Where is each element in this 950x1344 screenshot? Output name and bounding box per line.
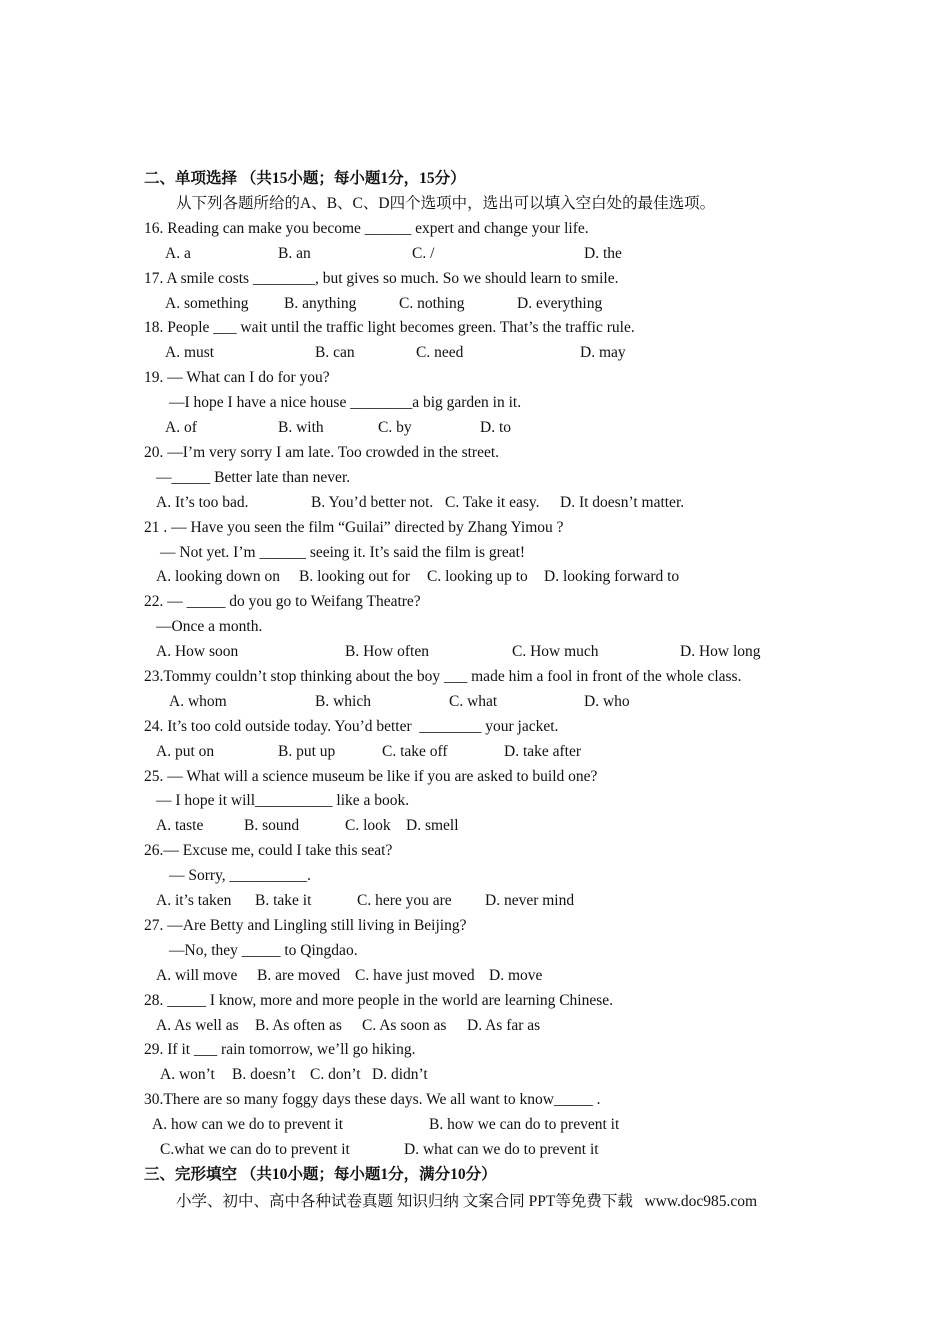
q30-option-b: B. how we can do to prevent it	[429, 1116, 620, 1133]
q27-option-d: D. move	[489, 967, 543, 984]
q20-option-c: C. Take it easy.	[445, 494, 540, 511]
q22-option-b: B. How often	[345, 643, 429, 660]
q20-option-a: A. It’s too bad.	[156, 494, 249, 511]
q22-option-d: D. How long	[680, 643, 761, 660]
q19-dialogue-line: —I hope I have a nice house ________a big garden in it.	[169, 394, 522, 411]
q17-option-d: D. everything	[517, 295, 603, 312]
q25-dialogue-line: — I hope it will__________ like a book.	[156, 792, 410, 809]
question-18-stem: 18. People ___ wait until the traffic light becomes green. That’s the traffic rule.	[144, 319, 635, 336]
q24-option-c: C. take off	[382, 743, 448, 760]
q20-dialogue-line: —_____ Better late than never.	[156, 469, 351, 486]
q19-option-a: A. of	[165, 419, 197, 436]
q18-option-b: B. can	[315, 344, 355, 361]
q25-option-d: D. smell	[406, 817, 459, 834]
q27-option-b: B. are moved	[257, 967, 341, 984]
q30-option-a: A. how can we do to prevent it	[152, 1116, 344, 1133]
q27-dialogue-line: —No, they _____ to Qingdao.	[169, 942, 358, 959]
q29-option-d: D. didn’t	[372, 1066, 428, 1083]
question-19-stem: 19. — What can I do for you?	[144, 369, 330, 386]
q23-option-a: A. whom	[169, 693, 227, 710]
q29-option-a: A. won’t	[160, 1066, 215, 1083]
q19-option-c: C. by	[378, 419, 412, 436]
q16-option-d: D. the	[584, 245, 622, 262]
section-3-heading: 三、完形填空 （共10小题；每小题1分，满分10分）	[144, 1166, 497, 1183]
question-29-stem: 29. If it ___ rain tomorrow, we’ll go hiking.	[144, 1041, 416, 1058]
q22-dialogue-line: —Once a month.	[156, 618, 263, 635]
question-23-stem: 23.Tommy couldn’t stop thinking about the boy ___ made him a fool in front of the whole class.	[144, 668, 742, 685]
question-30-stem: 30.There are so many foggy days these days. We all want to know_____ .	[144, 1091, 601, 1108]
q20-option-d: D. It doesn’t matter.	[560, 494, 685, 511]
q29-option-b: B. doesn’t	[232, 1066, 296, 1083]
section-2-instruction: 从下列各题所给的A、B、C、D四个选项中，选出可以填入空白处的最佳选项。	[176, 195, 716, 212]
q25-option-a: A. taste	[156, 817, 204, 834]
q16-option-b: B. an	[278, 245, 311, 262]
q30-option-d: D. what can we do to prevent it	[404, 1141, 599, 1158]
q25-option-c: C. look	[345, 817, 391, 834]
q22-option-c: C. How much	[512, 643, 599, 660]
q24-option-a: A. put on	[156, 743, 215, 760]
question-25-stem: 25. — What will a science museum be like if you are asked to build one?	[144, 768, 598, 785]
q26-option-b: B. take it	[255, 892, 312, 909]
q17-option-a: A. something	[165, 295, 249, 312]
q24-option-d: D. take after	[504, 743, 582, 760]
q26-option-a: A. it’s taken	[156, 892, 232, 909]
q17-option-b: B. anything	[284, 295, 357, 312]
q26-dialogue-line: — Sorry, __________.	[169, 867, 311, 884]
q18-option-c: C. need	[416, 344, 464, 361]
question-20-stem: 20. —I’m very sorry I am late. Too crowded in the street.	[144, 444, 500, 461]
q21-option-a: A. looking down on	[156, 568, 280, 585]
question-24-stem: 24. It’s too cold outside today. You’d better ________ your jacket.	[144, 718, 559, 735]
question-22-stem: 22. — _____ do you go to Weifang Theatre?	[144, 593, 421, 610]
q21-dialogue-line: — Not yet. I’m ______ seeing it. It’s said the film is great!	[160, 544, 526, 561]
q22-option-a: A. How soon	[156, 643, 239, 660]
q21-option-b: B. looking out for	[299, 568, 411, 585]
q28-option-c: C. As soon as	[362, 1017, 447, 1034]
q16-option-a: A. a	[165, 245, 191, 262]
q26-option-d: D. never mind	[485, 892, 575, 909]
q18-option-d: D. may	[580, 344, 626, 361]
q26-option-c: C. here you are	[357, 892, 452, 909]
q20-option-b: B. You’d better not.	[311, 494, 434, 511]
question-28-stem: 28. _____ I know, more and more people in the world are learning Chinese.	[144, 992, 614, 1009]
q28-option-b: B. As often as	[255, 1017, 342, 1034]
question-17-stem: 17. A smile costs ________, but gives so much. So we should learn to smile.	[144, 270, 619, 287]
q16-option-c: C. /	[412, 245, 435, 262]
q27-option-a: A. will move	[156, 967, 238, 984]
page-footer: 小学、初中、高中各种试卷真题 知识归纳 文案合同 PPT等免费下载 www.doc985.com	[176, 1193, 758, 1210]
q25-option-b: B. sound	[244, 817, 300, 834]
question-16-stem: 16. Reading can make you become ______ expert and change your life.	[144, 220, 589, 237]
question-21-stem: 21 . — Have you seen the film “Guilai” directed by Zhang Yimou ?	[144, 519, 564, 536]
q27-option-c: C. have just moved	[355, 967, 475, 984]
q17-option-c: C. nothing	[399, 295, 465, 312]
q23-option-b: B. which	[315, 693, 371, 710]
q23-option-c: C. what	[449, 693, 498, 710]
q28-option-a: A. As well as	[156, 1017, 239, 1034]
q24-option-b: B. put up	[278, 743, 336, 760]
q29-option-c: C. don’t	[310, 1066, 361, 1083]
q19-option-d: D. to	[480, 419, 511, 436]
question-26-stem: 26.— Excuse me, could I take this seat?	[144, 842, 393, 859]
question-27-stem: 27. —Are Betty and Lingling still living in Beijing?	[144, 917, 467, 934]
q19-option-b: B. with	[278, 419, 324, 436]
q30-option-c: C.what we can do to prevent it	[160, 1141, 350, 1158]
q21-option-c: C. looking up to	[427, 568, 528, 585]
q28-option-d: D. As far as	[467, 1017, 541, 1034]
q21-option-d: D. looking forward to	[544, 568, 680, 585]
q23-option-d: D. who	[584, 693, 630, 710]
q18-option-a: A. must	[165, 344, 215, 361]
section-2-heading: 二、单项选择 （共15小题；每小题1分，15分）	[144, 170, 466, 187]
